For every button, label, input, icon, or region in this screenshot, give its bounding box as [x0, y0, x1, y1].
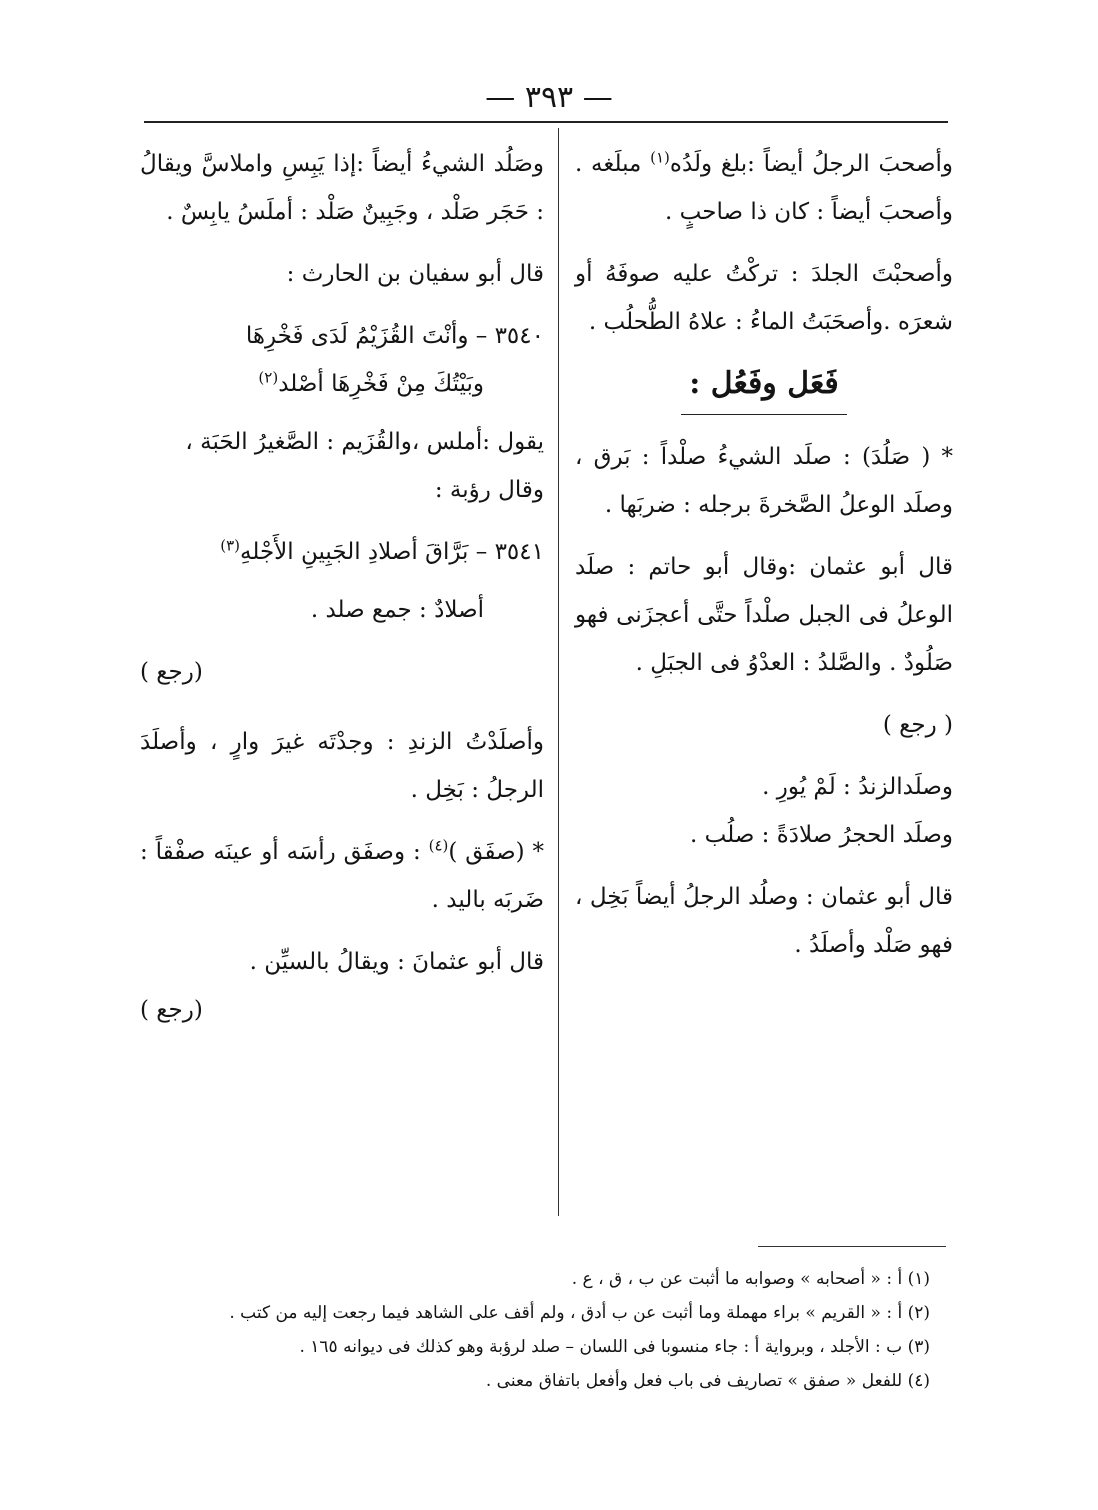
paragraph [140, 828, 544, 924]
paragraph: وصَلُد الشيءُ أيضاً :إذا يَبِسِ واملاسَّ ويقالُ : حَجَر صَلْد ، وجَبِينٌ صَلْد : أملَسُ يابِسٌ . [140, 151, 544, 225]
footnotes [150, 1262, 930, 1398]
return-marker: (رجع ) [140, 659, 203, 685]
paragraph: قال أبو عثمان :وقال أبو حاتم : صلَد الوعلُ فى الجبل صلْداً حتَّى أعجزَنى فهو صَلُودٌ . والصَّلدُ : العدْوُ فى الجبَلِ . [575, 554, 953, 676]
page-number: — ٣٩٣ — [485, 80, 613, 115]
paragraph: وأصلَدْتُ الزندِ : وجدْتَه غيرَ وارٍ ، وأصلَدَ الرجلُ : بَخِل . [140, 729, 544, 803]
paragraph-text: مبلَغه . وأصحبَ أيضاً : كان ذا صاحبٍ . [575, 151, 953, 225]
footnote-ref: (٢) [258, 368, 279, 387]
verse-text: ٣٥٤١ – بَرَّاقَ أصلادِ الجَبِينِ الأَجْلهِ [240, 539, 544, 565]
footnote-ref: (٣) [220, 536, 240, 555]
footnote-ref: (١) [650, 148, 670, 167]
left-column [140, 140, 544, 1048]
footnote: (١) أ : « أصحابه » وصوابه ما أثبت عن ب ، ق ، ع . [571, 1269, 930, 1289]
paragraph: وصلَد الحجرُ صلادَةً : صلُب . [690, 822, 953, 848]
footnote-rule [758, 1246, 946, 1247]
footnote-ref: (٤) [428, 836, 449, 855]
paragraph [575, 140, 953, 236]
verse-line: ٣٥٤٠ – وأنْتَ القُزَيْمُ لَدَى فَخْرِهَا [245, 323, 544, 349]
paragraph: وصلَدالزندُ : لَمْ يُورِ . [762, 774, 953, 800]
verse [140, 312, 544, 408]
section-heading [575, 360, 953, 415]
right-column [575, 140, 953, 983]
paragraph: أصلادٌ : جمع صلد . [310, 597, 484, 623]
paragraph: قال أبو سفيان بن الحارث : [286, 261, 544, 287]
verse [140, 528, 544, 576]
footnote: (٣) ب : الأجلد ، وبرواية أ : جاء منسوبا فى اللسان – صلد لرؤبة وهو كذلك فى ديوانه ١٦٥ . [299, 1337, 930, 1357]
return-marker: ( رجع ) [882, 712, 953, 738]
footnote: (٢) أ : « القريم » براء مهملة وما أثبت عن ب أدق ، ولم أقف على الشاهد فيما رجعت إليه من كتب . [229, 1303, 930, 1323]
paragraph-text: : وصفَق رأسَه أو عينَه صفْقاً : ضَربَه باليد . [140, 839, 544, 913]
footnote: (٤) للفعل « صفق » تصاريف فى باب فعل وأفعل باتفاق معنى . [485, 1371, 930, 1391]
paragraph: قال أبو عثمانَ : ويقالُ بالسيِّن . [249, 949, 544, 975]
verse-line [140, 360, 544, 408]
column-divider [558, 128, 559, 1216]
paragraph: وأصحبْتَ الجلدَ : تركْتُ عليه صوفَهُ أو شعرَه .وأصحَبَتُ الماءُ : علاهُ الطُّحلُب . [575, 261, 953, 335]
entry-head: * (صفَق ) [448, 839, 544, 865]
paragraph: وقال رؤبة : [434, 477, 544, 503]
header-rule [144, 121, 948, 123]
paragraph: * ( صَلُدَ) : صلَد الشيءُ صلْداً : بَرق ، وصلَد الوعلُ الصَّخرةَ برجله : ضربَها . [575, 444, 953, 518]
paragraph-text: وأصحبَ الرجلُ أيضاً :بلغ ولَدُه [669, 151, 954, 177]
paragraph: يقول :أملس ،والقُزَيم : الصَّغيرُ الحَبَة ، [185, 429, 544, 455]
paragraph: قال أبو عثمان : وصلُد الرجلُ أيضاً بَخِل ، فهو صَلْد وأصلَدُ . [575, 884, 953, 958]
return-marker: (رجع ) [140, 997, 203, 1023]
verse-text: وبَيْتُكَ مِنْ فَخْرِهَا أصْلد [278, 371, 484, 397]
section-heading-text: فَعَل وفَعُل : [681, 360, 847, 415]
